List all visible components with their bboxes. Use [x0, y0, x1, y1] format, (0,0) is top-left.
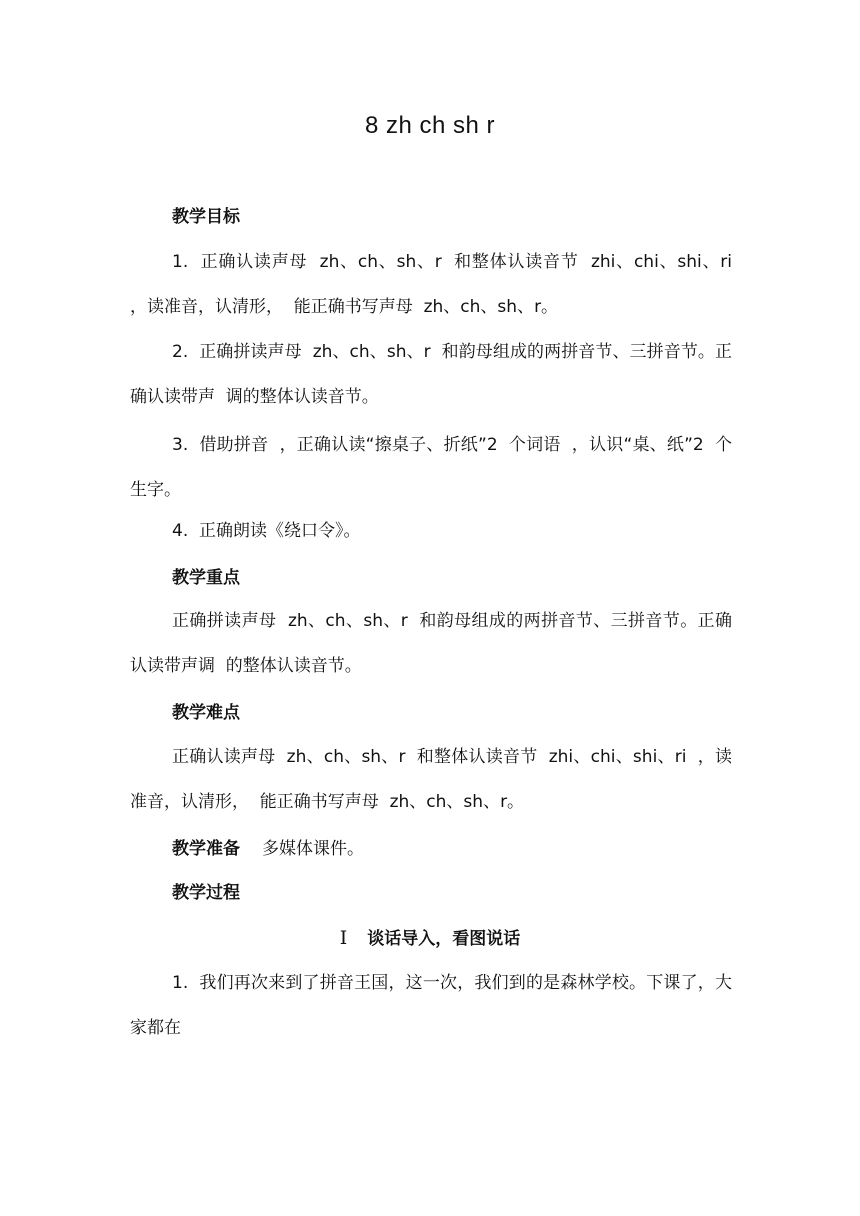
objective-item-2: 2. 正确拼读声母 zh、ch、sh、r 和韵母组成的两拼音节、三拼音节。正确认读带声 调的整体认读音节。: [130, 342, 732, 407]
process-heading: 教学过程: [172, 883, 240, 903]
key-points-heading: 教学重点: [172, 568, 240, 588]
preparation-text: 多媒体课件。: [262, 839, 364, 859]
difficult-points-text: 正确认读声母 zh、ch、sh、r 和整体认读音节 zhi、chi、shi、ri ，读准音，认清形， 能正确书写声母 zh、ch、sh、r。: [130, 747, 732, 812]
objective-item-4: 4. 正确朗读《绕口令》。: [172, 521, 361, 541]
objectives-heading: 教学目标: [172, 207, 240, 227]
key-points-text: 正确拼读声母 zh、ch、sh、r 和韵母组成的两拼音节、三拼音节。正确认读带声调 的整体认读音节。: [130, 611, 732, 676]
process-item-1: 1. 我们再次来到了拼音王国，这一次，我们到的是森林学校。下课了，大家都在: [130, 973, 732, 1038]
objective-item-1: 1. 正确认读声母 zh、ch、sh、r 和整体认读音节 zhi、chi、shi、ri ，读准音，认清形， 能正确书写声母 zh、ch、sh、r。: [130, 252, 743, 317]
difficult-points-heading: 教学难点: [172, 703, 240, 723]
section-1-title: [0, 924, 860, 954]
section-1-numeral: Ⅰ: [339, 928, 348, 949]
preparation-label: 教学准备: [172, 839, 240, 859]
section-1-title-text: 谈话导入，看图说话: [367, 929, 521, 949]
objective-item-3: 3. 借助拼音 ，正确认读“擦桌子、折纸”2 个词语 ，认识“桌、纸”2 个生字。: [130, 435, 732, 500]
preparation-line: [172, 834, 364, 864]
lesson-title: 8 zh ch sh r: [364, 112, 496, 139]
